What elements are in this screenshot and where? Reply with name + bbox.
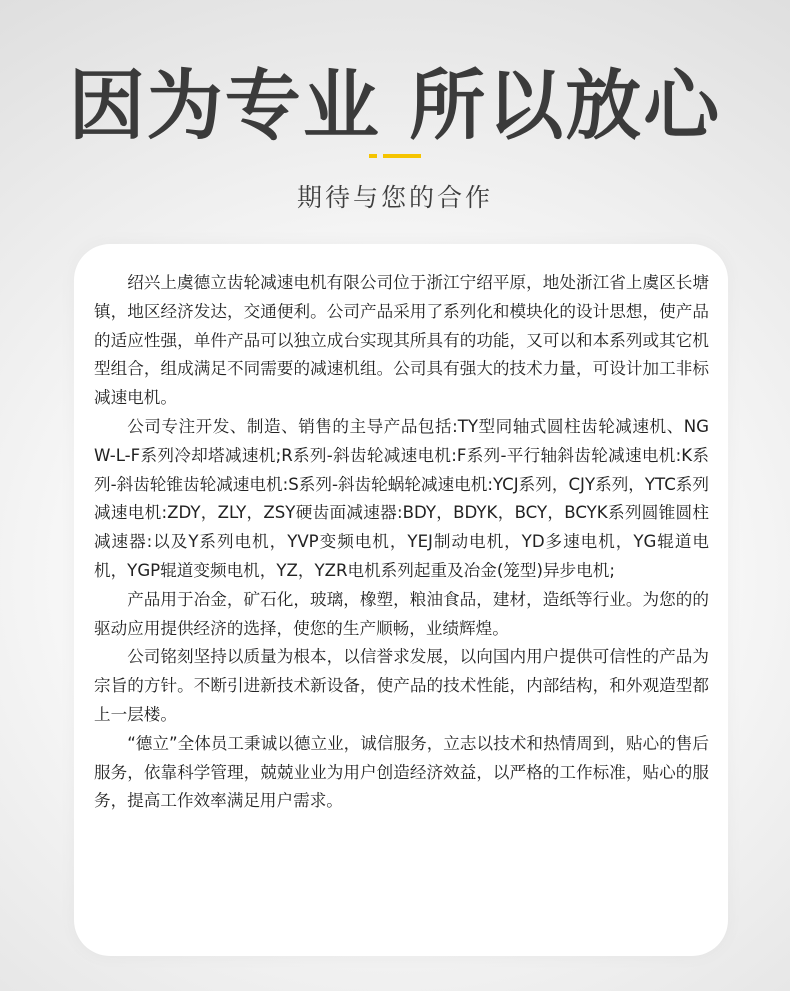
accent-divider	[369, 154, 421, 158]
page-headline: 因为专业 所以放心	[68, 61, 722, 150]
applications-paragraph: 产品用于冶金，矿石化，玻璃，橡塑，粮油食品，建材，造纸等行业。为您的的驱动应用提供经济的选择，使您的生产顺畅，业绩辉煌。	[94, 589, 709, 638]
intro-paragraph: 绍兴上虞德立齿轮减速电机有限公司位于浙江宁绍平原，地处浙江省上虞区长塘镇，地区经济发达，交通便利。公司产品采用了系列化和模块化的设计思想，使产品的适应性强，单件产品可以独立成台实现其所具有的功能，又可以和本系列或其它机型组合，组成满足不同需要的减速机组。公司具有强大的技术力量，可设计加工非标减速电机。	[94, 273, 709, 408]
page-subtitle: 期待与您的合作	[296, 183, 493, 212]
service-paragraph: “德立”全体员工秉诚以德立业，诚信服务，立志以技术和热情周到，贴心的售后服务，依靠科学管理，兢兢业业为用户创造经济效益，以严格的工作标准，贴心的服务，提高工作效率满足用户需求。	[94, 733, 709, 811]
products-paragraph: 公司专注开发、制造、销售的主导产品包括:TY型同轴式圆柱齿轮减速机、NGW-L-F系列冷却塔减速机;R系列-斜齿轮减速电机:F系列-平行轴斜齿轮减速电机:K系列-斜齿轮锥齿轮减速电机:S系列-斜齿轮蜗轮减速电机:YCJ系列，CJY系列，YTC系列减速电机:ZDY，ZLY，ZSY硬齿面减速器:BDY，BDYK，BCY，BCYK系列圆锥圆柱减速器:以及Y系列电机，YVP变频电机，YEJ制动电机，YD多速电机，YG辊道电机，YGP辊道变频电机，YZ，YZR电机系列起重及冶金(笼型)异步电机;	[94, 416, 709, 580]
policy-paragraph: 公司铭刻坚持以质量为根本，以信誉求发展，以向国内用户提供可信性的产品为宗旨的方针。不断引进新技术新设备，使产品的技术性能，内部结构，和外观造型都上一层楼。	[94, 647, 709, 724]
company-intro	[94, 269, 709, 816]
